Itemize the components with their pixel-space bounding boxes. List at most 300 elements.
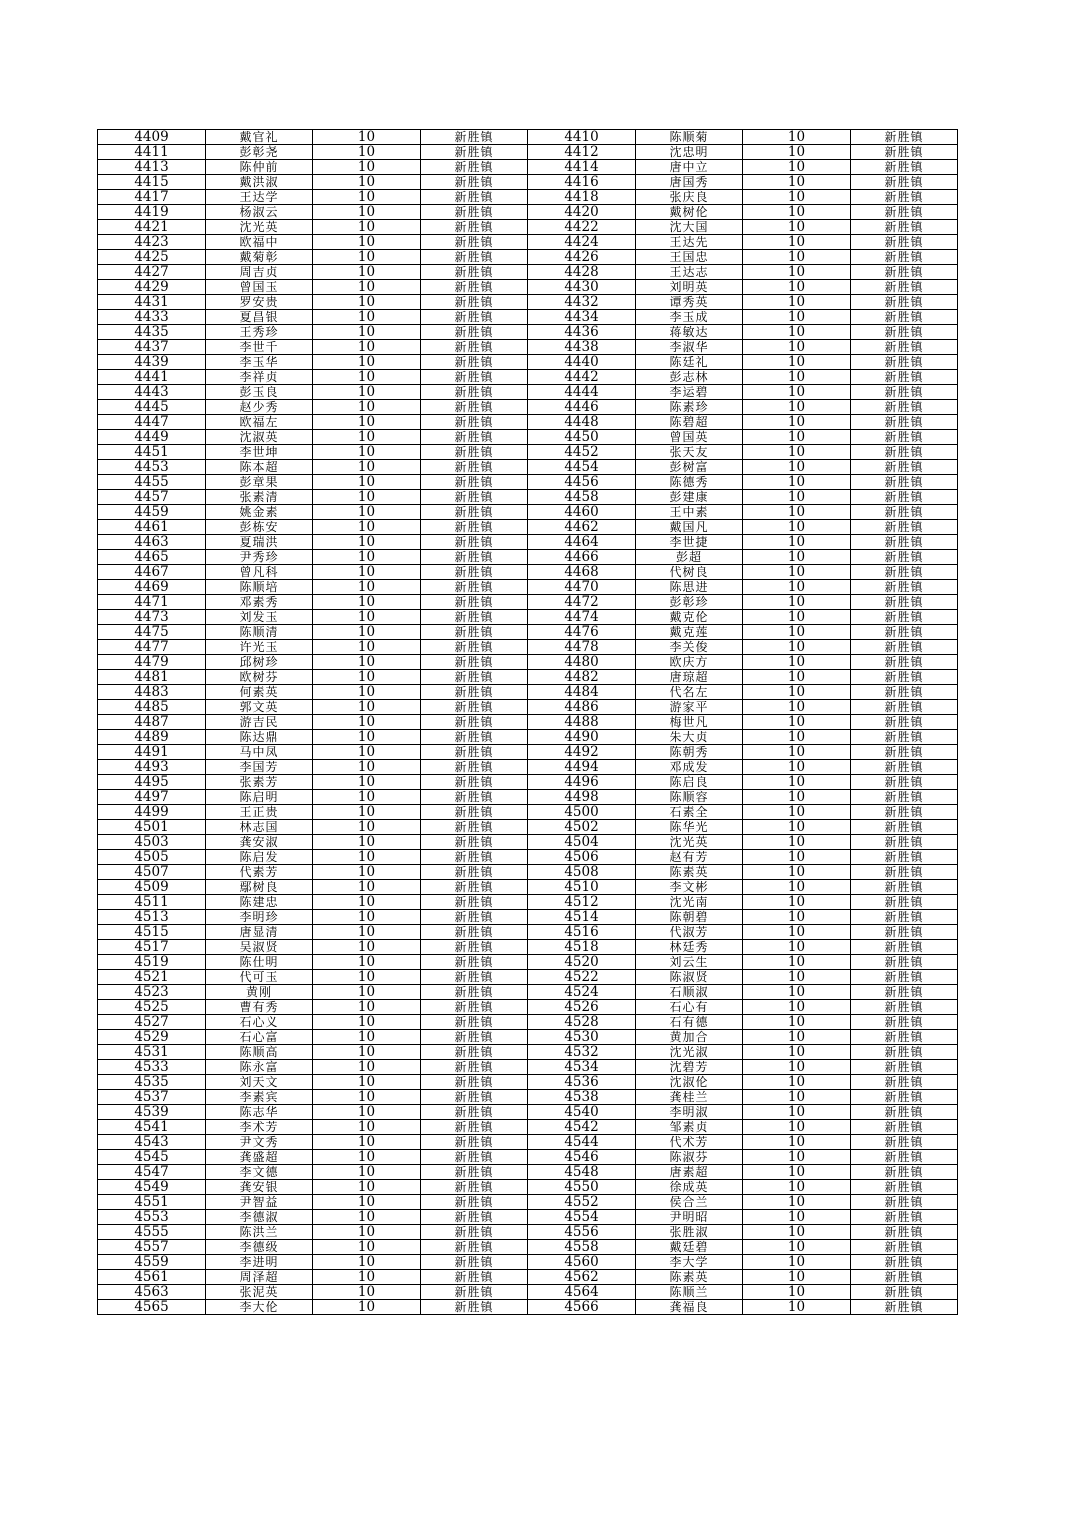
amount-cell: 10 <box>743 550 851 565</box>
table-row <box>98 385 958 400</box>
amount-cell: 10 <box>313 1300 421 1315</box>
record-id-cell: 4417 <box>98 190 206 205</box>
table-row <box>98 580 958 595</box>
person-name-cell: 李世捷 <box>636 535 743 550</box>
record-id-cell: 4545 <box>98 1150 206 1165</box>
person-name-cell: 游吉民 <box>206 715 313 730</box>
record-id-cell: 4511 <box>98 895 206 910</box>
amount-cell: 10 <box>313 370 421 385</box>
person-name-cell: 夏瑞洪 <box>206 535 313 550</box>
town-name-cell: 新胜镇 <box>851 175 958 190</box>
town-name-cell: 新胜镇 <box>851 325 958 340</box>
town-name-cell: 新胜镇 <box>421 565 528 580</box>
town-name-cell: 新胜镇 <box>851 880 958 895</box>
town-name-cell: 新胜镇 <box>851 310 958 325</box>
town-name-cell: 新胜镇 <box>421 340 528 355</box>
person-name-cell: 邓成发 <box>636 760 743 775</box>
amount-cell: 10 <box>313 850 421 865</box>
table-row <box>98 415 958 430</box>
record-id-cell: 4480 <box>528 655 636 670</box>
record-id-cell: 4426 <box>528 250 636 265</box>
amount-cell: 10 <box>743 220 851 235</box>
person-name-cell: 谭秀英 <box>636 295 743 310</box>
amount-cell: 10 <box>313 325 421 340</box>
person-name-cell: 李大学 <box>636 1255 743 1270</box>
amount-cell: 10 <box>313 760 421 775</box>
record-id-cell: 4497 <box>98 790 206 805</box>
person-name-cell: 曾凡科 <box>206 565 313 580</box>
town-name-cell: 新胜镇 <box>851 295 958 310</box>
amount-cell: 10 <box>313 1210 421 1225</box>
person-name-cell: 陈素英 <box>636 1270 743 1285</box>
person-name-cell: 陈素英 <box>636 865 743 880</box>
record-id-cell: 4516 <box>528 925 636 940</box>
person-name-cell: 王达志 <box>636 265 743 280</box>
amount-cell: 10 <box>313 1105 421 1120</box>
town-name-cell: 新胜镇 <box>851 505 958 520</box>
record-id-cell: 4537 <box>98 1090 206 1105</box>
record-id-cell: 4557 <box>98 1240 206 1255</box>
amount-cell: 10 <box>313 1240 421 1255</box>
person-name-cell: 张天友 <box>636 445 743 460</box>
amount-cell: 10 <box>743 655 851 670</box>
person-name-cell: 王达先 <box>636 235 743 250</box>
amount-cell: 10 <box>743 685 851 700</box>
record-id-cell: 4505 <box>98 850 206 865</box>
amount-cell: 10 <box>313 790 421 805</box>
person-name-cell: 石心富 <box>206 1030 313 1045</box>
record-id-cell: 4441 <box>98 370 206 385</box>
person-name-cell: 许光玉 <box>206 640 313 655</box>
record-id-cell: 4446 <box>528 400 636 415</box>
person-name-cell: 龚安淑 <box>206 835 313 850</box>
town-name-cell: 新胜镇 <box>421 895 528 910</box>
person-name-cell: 李进明 <box>206 1255 313 1270</box>
person-name-cell: 陈志华 <box>206 1105 313 1120</box>
amount-cell: 10 <box>313 565 421 580</box>
record-id-cell: 4499 <box>98 805 206 820</box>
person-name-cell: 李国芳 <box>206 760 313 775</box>
record-id-cell: 4534 <box>528 1060 636 1075</box>
record-id-cell: 4455 <box>98 475 206 490</box>
amount-cell: 10 <box>313 940 421 955</box>
record-id-cell: 4428 <box>528 265 636 280</box>
amount-cell: 10 <box>313 835 421 850</box>
amount-cell: 10 <box>313 1000 421 1015</box>
town-name-cell: 新胜镇 <box>851 940 958 955</box>
amount-cell: 10 <box>313 475 421 490</box>
person-name-cell: 陈德秀 <box>636 475 743 490</box>
record-id-cell: 4515 <box>98 925 206 940</box>
record-id-cell: 4524 <box>528 985 636 1000</box>
table-row <box>98 565 958 580</box>
record-id-cell: 4458 <box>528 490 636 505</box>
table-row <box>98 370 958 385</box>
town-name-cell: 新胜镇 <box>421 205 528 220</box>
town-name-cell: 新胜镇 <box>851 490 958 505</box>
amount-cell: 10 <box>743 1285 851 1300</box>
town-name-cell: 新胜镇 <box>851 625 958 640</box>
town-name-cell: 新胜镇 <box>421 640 528 655</box>
record-id-cell: 4468 <box>528 565 636 580</box>
amount-cell: 10 <box>743 775 851 790</box>
amount-cell: 10 <box>743 370 851 385</box>
person-name-cell: 邱树珍 <box>206 655 313 670</box>
person-name-cell: 罗安贵 <box>206 295 313 310</box>
town-name-cell: 新胜镇 <box>421 1225 528 1240</box>
person-name-cell: 彭彰珍 <box>636 595 743 610</box>
table-row <box>98 1150 958 1165</box>
town-name-cell: 新胜镇 <box>851 715 958 730</box>
table-row <box>98 1195 958 1210</box>
amount-cell: 10 <box>313 655 421 670</box>
record-id-cell: 4531 <box>98 1045 206 1060</box>
town-name-cell: 新胜镇 <box>421 760 528 775</box>
record-id-cell: 4414 <box>528 160 636 175</box>
town-name-cell: 新胜镇 <box>421 445 528 460</box>
record-id-cell: 4445 <box>98 400 206 415</box>
record-id-cell: 4520 <box>528 955 636 970</box>
table-row <box>98 610 958 625</box>
town-name-cell: 新胜镇 <box>421 955 528 970</box>
amount-cell: 10 <box>743 1165 851 1180</box>
town-name-cell: 新胜镇 <box>851 640 958 655</box>
amount-cell: 10 <box>743 820 851 835</box>
person-name-cell: 代淑芳 <box>636 925 743 940</box>
record-id-cell: 4553 <box>98 1210 206 1225</box>
record-id-cell: 4464 <box>528 535 636 550</box>
table-row <box>98 1075 958 1090</box>
amount-cell: 10 <box>313 130 421 145</box>
record-id-cell: 4444 <box>528 385 636 400</box>
person-name-cell: 张泥英 <box>206 1285 313 1300</box>
amount-cell: 10 <box>313 1090 421 1105</box>
town-name-cell: 新胜镇 <box>851 205 958 220</box>
record-id-cell: 4514 <box>528 910 636 925</box>
record-id-cell: 4459 <box>98 505 206 520</box>
table-row <box>98 295 958 310</box>
record-id-cell: 4536 <box>528 1075 636 1090</box>
amount-cell: 10 <box>743 670 851 685</box>
person-name-cell: 沈光英 <box>206 220 313 235</box>
amount-cell: 10 <box>313 145 421 160</box>
amount-cell: 10 <box>313 805 421 820</box>
person-name-cell: 王国忠 <box>636 250 743 265</box>
amount-cell: 10 <box>313 895 421 910</box>
town-name-cell: 新胜镇 <box>851 385 958 400</box>
record-id-cell: 4461 <box>98 520 206 535</box>
town-name-cell: 新胜镇 <box>851 820 958 835</box>
record-id-cell: 4473 <box>98 610 206 625</box>
person-name-cell: 张庆良 <box>636 190 743 205</box>
town-name-cell: 新胜镇 <box>421 400 528 415</box>
person-name-cell: 沈淑伦 <box>636 1075 743 1090</box>
record-id-cell: 4494 <box>528 760 636 775</box>
town-name-cell: 新胜镇 <box>421 595 528 610</box>
amount-cell: 10 <box>743 1120 851 1135</box>
amount-cell: 10 <box>313 970 421 985</box>
amount-cell: 10 <box>743 1150 851 1165</box>
town-name-cell: 新胜镇 <box>851 1075 958 1090</box>
amount-cell: 10 <box>313 1015 421 1030</box>
record-id-cell: 4481 <box>98 670 206 685</box>
amount-cell: 10 <box>313 1060 421 1075</box>
town-name-cell: 新胜镇 <box>421 1120 528 1135</box>
amount-cell: 10 <box>743 1255 851 1270</box>
record-id-cell: 4522 <box>528 970 636 985</box>
town-name-cell: 新胜镇 <box>851 910 958 925</box>
town-name-cell: 新胜镇 <box>421 670 528 685</box>
amount-cell: 10 <box>313 385 421 400</box>
record-id-cell: 4513 <box>98 910 206 925</box>
amount-cell: 10 <box>313 1150 421 1165</box>
town-name-cell: 新胜镇 <box>421 1240 528 1255</box>
amount-cell: 10 <box>313 340 421 355</box>
amount-cell: 10 <box>313 670 421 685</box>
amount-cell: 10 <box>313 1180 421 1195</box>
town-name-cell: 新胜镇 <box>851 1000 958 1015</box>
table-row <box>98 1045 958 1060</box>
town-name-cell: 新胜镇 <box>851 265 958 280</box>
person-name-cell: 唐国秀 <box>636 175 743 190</box>
town-name-cell: 新胜镇 <box>851 340 958 355</box>
town-name-cell: 新胜镇 <box>421 625 528 640</box>
person-name-cell: 姚金素 <box>206 505 313 520</box>
person-name-cell: 彭章果 <box>206 475 313 490</box>
amount-cell: 10 <box>743 1270 851 1285</box>
town-name-cell: 新胜镇 <box>851 655 958 670</box>
amount-cell: 10 <box>313 445 421 460</box>
town-name-cell: 新胜镇 <box>851 1195 958 1210</box>
table-row <box>98 1090 958 1105</box>
amount-cell: 10 <box>313 880 421 895</box>
town-name-cell: 新胜镇 <box>851 1105 958 1120</box>
amount-cell: 10 <box>743 1210 851 1225</box>
town-name-cell: 新胜镇 <box>851 370 958 385</box>
record-id-cell: 4434 <box>528 310 636 325</box>
town-name-cell: 新胜镇 <box>851 1030 958 1045</box>
person-name-cell: 郭文英 <box>206 700 313 715</box>
person-name-cell: 唐中立 <box>636 160 743 175</box>
amount-cell: 10 <box>743 580 851 595</box>
amount-cell: 10 <box>313 1255 421 1270</box>
amount-cell: 10 <box>743 1015 851 1030</box>
town-name-cell: 新胜镇 <box>421 250 528 265</box>
table-row <box>98 640 958 655</box>
town-name-cell: 新胜镇 <box>421 325 528 340</box>
town-name-cell: 新胜镇 <box>421 1180 528 1195</box>
table-row <box>98 445 958 460</box>
table-row <box>98 940 958 955</box>
person-name-cell: 沈光南 <box>636 895 743 910</box>
table-row <box>98 790 958 805</box>
town-name-cell: 新胜镇 <box>851 835 958 850</box>
person-name-cell: 曹有秀 <box>206 1000 313 1015</box>
amount-cell: 10 <box>743 1135 851 1150</box>
record-id-cell: 4496 <box>528 775 636 790</box>
person-name-cell: 王达学 <box>206 190 313 205</box>
record-id-cell: 4548 <box>528 1165 636 1180</box>
person-name-cell: 李文彬 <box>636 880 743 895</box>
person-name-cell: 陈顺容 <box>636 790 743 805</box>
town-name-cell: 新胜镇 <box>421 730 528 745</box>
person-name-cell: 龚桂兰 <box>636 1090 743 1105</box>
record-id-cell: 4418 <box>528 190 636 205</box>
person-name-cell: 李大伦 <box>206 1300 313 1315</box>
person-name-cell: 彭玉良 <box>206 385 313 400</box>
town-name-cell: 新胜镇 <box>421 190 528 205</box>
town-name-cell: 新胜镇 <box>851 685 958 700</box>
record-id-cell: 4501 <box>98 820 206 835</box>
person-name-cell: 尹明昭 <box>636 1210 743 1225</box>
table-row <box>98 145 958 160</box>
record-id-cell: 4561 <box>98 1270 206 1285</box>
amount-cell: 10 <box>743 625 851 640</box>
record-id-cell: 4451 <box>98 445 206 460</box>
table-row <box>98 310 958 325</box>
amount-cell: 10 <box>743 805 851 820</box>
record-id-cell: 4506 <box>528 850 636 865</box>
record-id-cell: 4559 <box>98 1255 206 1270</box>
amount-cell: 10 <box>743 610 851 625</box>
town-name-cell: 新胜镇 <box>851 250 958 265</box>
town-name-cell: 新胜镇 <box>851 1060 958 1075</box>
record-id-cell: 4503 <box>98 835 206 850</box>
amount-cell: 10 <box>313 430 421 445</box>
record-id-cell: 4549 <box>98 1180 206 1195</box>
town-name-cell: 新胜镇 <box>421 1210 528 1225</box>
town-name-cell: 新胜镇 <box>851 895 958 910</box>
town-name-cell: 新胜镇 <box>421 160 528 175</box>
person-name-cell: 沈光淑 <box>636 1045 743 1060</box>
person-name-cell: 陈思进 <box>636 580 743 595</box>
amount-cell: 10 <box>743 475 851 490</box>
person-name-cell: 代术芳 <box>636 1135 743 1150</box>
table-row <box>98 1165 958 1180</box>
person-name-cell: 夏昌银 <box>206 310 313 325</box>
amount-cell: 10 <box>743 985 851 1000</box>
amount-cell: 10 <box>313 1075 421 1090</box>
town-name-cell: 新胜镇 <box>421 1270 528 1285</box>
town-name-cell: 新胜镇 <box>851 535 958 550</box>
amount-cell: 10 <box>313 460 421 475</box>
person-name-cell: 戴克伦 <box>636 610 743 625</box>
town-name-cell: 新胜镇 <box>851 1120 958 1135</box>
amount-cell: 10 <box>743 640 851 655</box>
table-row <box>98 1015 958 1030</box>
amount-cell: 10 <box>743 400 851 415</box>
record-id-cell: 4422 <box>528 220 636 235</box>
town-name-cell: 新胜镇 <box>421 850 528 865</box>
record-id-cell: 4442 <box>528 370 636 385</box>
amount-cell: 10 <box>743 280 851 295</box>
record-id-cell: 4419 <box>98 205 206 220</box>
person-name-cell: 沈淑英 <box>206 430 313 445</box>
town-name-cell: 新胜镇 <box>421 460 528 475</box>
table-row <box>98 235 958 250</box>
amount-cell: 10 <box>743 1300 851 1315</box>
town-name-cell: 新胜镇 <box>421 550 528 565</box>
table-row <box>98 1105 958 1120</box>
person-name-cell: 石心义 <box>206 1015 313 1030</box>
record-id-cell: 4409 <box>98 130 206 145</box>
amount-cell: 10 <box>313 1120 421 1135</box>
town-name-cell: 新胜镇 <box>421 715 528 730</box>
amount-cell: 10 <box>743 595 851 610</box>
table-row <box>98 985 958 1000</box>
record-id-cell: 4472 <box>528 595 636 610</box>
town-name-cell: 新胜镇 <box>851 130 958 145</box>
amount-cell: 10 <box>743 715 851 730</box>
town-name-cell: 新胜镇 <box>421 280 528 295</box>
town-name-cell: 新胜镇 <box>851 430 958 445</box>
person-name-cell: 唐琼超 <box>636 670 743 685</box>
town-name-cell: 新胜镇 <box>421 745 528 760</box>
town-name-cell: 新胜镇 <box>421 1075 528 1090</box>
amount-cell: 10 <box>313 1045 421 1060</box>
record-id-cell: 4504 <box>528 835 636 850</box>
town-name-cell: 新胜镇 <box>421 805 528 820</box>
table-row <box>98 1135 958 1150</box>
amount-cell: 10 <box>743 430 851 445</box>
amount-cell: 10 <box>313 625 421 640</box>
table-row <box>98 340 958 355</box>
amount-cell: 10 <box>743 1030 851 1045</box>
table-row <box>98 220 958 235</box>
table-row <box>98 130 958 145</box>
person-name-cell: 李淑华 <box>636 340 743 355</box>
record-id-cell: 4452 <box>528 445 636 460</box>
table-row <box>98 700 958 715</box>
town-name-cell: 新胜镇 <box>851 520 958 535</box>
town-name-cell: 新胜镇 <box>421 940 528 955</box>
amount-cell: 10 <box>313 715 421 730</box>
amount-cell: 10 <box>743 415 851 430</box>
person-name-cell: 林志国 <box>206 820 313 835</box>
table-row <box>98 460 958 475</box>
town-name-cell: 新胜镇 <box>851 355 958 370</box>
town-name-cell: 新胜镇 <box>851 565 958 580</box>
amount-cell: 10 <box>743 130 851 145</box>
record-id-cell: 4519 <box>98 955 206 970</box>
person-name-cell: 彭志林 <box>636 370 743 385</box>
person-name-cell: 戴廷碧 <box>636 1240 743 1255</box>
record-id-cell: 4476 <box>528 625 636 640</box>
record-id-cell: 4427 <box>98 265 206 280</box>
town-name-cell: 新胜镇 <box>421 985 528 1000</box>
town-name-cell: 新胜镇 <box>851 1165 958 1180</box>
record-id-cell: 4495 <box>98 775 206 790</box>
person-name-cell: 龚安银 <box>206 1180 313 1195</box>
town-name-cell: 新胜镇 <box>421 835 528 850</box>
town-name-cell: 新胜镇 <box>851 475 958 490</box>
record-id-cell: 4546 <box>528 1150 636 1165</box>
town-name-cell: 新胜镇 <box>851 400 958 415</box>
table-row <box>98 670 958 685</box>
amount-cell: 10 <box>743 190 851 205</box>
record-id-cell: 4547 <box>98 1165 206 1180</box>
amount-cell: 10 <box>743 730 851 745</box>
record-id-cell: 4429 <box>98 280 206 295</box>
town-name-cell: 新胜镇 <box>851 760 958 775</box>
town-name-cell: 新胜镇 <box>851 460 958 475</box>
amount-cell: 10 <box>313 820 421 835</box>
town-name-cell: 新胜镇 <box>851 235 958 250</box>
amount-cell: 10 <box>313 250 421 265</box>
amount-cell: 10 <box>313 985 421 1000</box>
town-name-cell: 新胜镇 <box>421 700 528 715</box>
record-id-cell: 4483 <box>98 685 206 700</box>
